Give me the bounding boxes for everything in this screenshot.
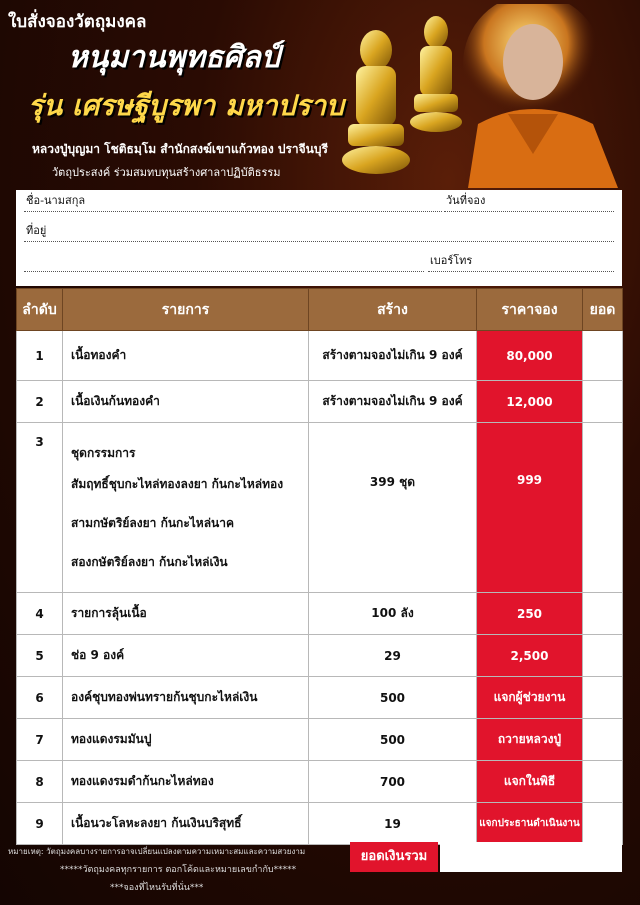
table-row [17, 331, 623, 381]
top-label: ใบสั่งจองวัตถุมงคล [8, 12, 147, 32]
table-row [17, 635, 623, 677]
table-header-row [17, 289, 623, 331]
table-row [17, 423, 623, 593]
row-item: องค์ชุบทองพ่นทรายก้นชุบกะไหล่เงิน [63, 677, 309, 719]
row-item-line: ชุดกรรมการ [71, 445, 136, 460]
row-qty-input[interactable] [583, 635, 623, 677]
subtitle-purpose: วัตถุประสงค์ ร่วมสมทบทุนสร้างศาลาปฏิบัติธรรม [52, 166, 281, 179]
row-index: 1 [17, 331, 63, 381]
row-price: 12,000 [477, 381, 583, 423]
row-index: 7 [17, 719, 63, 761]
row-qty-input[interactable] [583, 803, 623, 845]
header-price: ราคาจอง [477, 289, 583, 331]
row-amount: 700 [309, 761, 477, 803]
footer-note-2: *****วัตถุมงคลทุกรายการ ตอกโค้ดและหมายเลขกำกับ***** [60, 865, 297, 875]
row-index: 3 [17, 423, 63, 593]
row-item-line: สองกษัตริย์ลงยา ก้นกะไหล่เงิน [71, 554, 228, 569]
title-line2: รุ่น เศรษฐีบูรพา มหาปราบ [28, 89, 344, 122]
row-qty-input[interactable] [583, 423, 623, 593]
table-row [17, 719, 623, 761]
title-line1: หนุมานพุทธศิลป์ [68, 40, 280, 75]
total-input[interactable] [440, 842, 622, 872]
row-qty-input[interactable] [583, 381, 623, 423]
name-label: ชื่อ-นามสกุล [24, 191, 87, 209]
row-item: เนื้อเงินก้นทองคำ [63, 381, 309, 423]
name-field[interactable] [24, 196, 442, 212]
row-item-line: สัมฤทธิ์ชุบกะไหล่ทองลงยา ก้นกะไหล่ทอง [71, 476, 284, 491]
header-qty: ยอด [583, 289, 623, 331]
address-label: ที่อยู่ [24, 221, 48, 239]
table-row [17, 593, 623, 635]
row-price: แจกผู้ช่วยงาน [477, 677, 583, 719]
row-item-line: สามกษัตริย์ลงยา ก้นกะไหล่นาค [71, 515, 235, 530]
row-qty-input[interactable] [583, 677, 623, 719]
date-label: วันที่จอง [444, 191, 487, 209]
row-price: 999 [477, 423, 583, 593]
row-index: 2 [17, 381, 63, 423]
row-index: 5 [17, 635, 63, 677]
header [0, 0, 640, 188]
row-index: 9 [17, 803, 63, 845]
row-item: ทองแดงรมดำก้นกะไหล่ทอง [63, 761, 309, 803]
row-item: ช่อ 9 องค์ [63, 635, 309, 677]
table-row [17, 803, 623, 845]
row-amount: 19 [309, 803, 477, 845]
row-item: ทองแดงรมมันปู [63, 719, 309, 761]
row-qty-input[interactable] [583, 761, 623, 803]
row-amount: 399 ชุด [309, 423, 477, 593]
row-amount: 100 ลัง [309, 593, 477, 635]
row-price: แจกในพิธี [477, 761, 583, 803]
amulet-image-1 [340, 26, 412, 176]
row-item-multiline [63, 423, 309, 593]
header-item: รายการ [63, 289, 309, 331]
row-amount: สร้างตามจองไม่เกิน 9 องค์ [309, 381, 477, 423]
table-row [17, 761, 623, 803]
phone-label: เบอร์โทร [428, 251, 474, 269]
monk-portrait [448, 4, 638, 188]
subtitle-temple: หลวงปู่บุญมา โชติธมฺโม สำนักสงฆ์เขาแก้วทอง ปราจีนบุรี [32, 142, 328, 156]
row-price: 250 [477, 593, 583, 635]
phone-field[interactable] [428, 256, 614, 272]
footer-note-1: หมายเหตุ: วัตถุมงคลบางรายการอาจเปลี่ยนแปลงตามความเหมาะสมและความสวยงาม [8, 847, 306, 856]
row-index: 6 [17, 677, 63, 719]
row-price: แจกประธานดำเนินงาน [477, 803, 583, 845]
order-form [16, 190, 622, 286]
row-price: ถวายหลวงปู่ [477, 719, 583, 761]
row-amount: 29 [309, 635, 477, 677]
header-index: ลำดับ [17, 289, 63, 331]
row-amount: 500 [309, 677, 477, 719]
row-index: 8 [17, 761, 63, 803]
row-amount: 500 [309, 719, 477, 761]
row-qty-input[interactable] [583, 331, 623, 381]
row-price: 2,500 [477, 635, 583, 677]
row-qty-input[interactable] [583, 593, 623, 635]
price-table [16, 288, 623, 845]
row-item: เนื้อนวะโลหะลงยา ก้นเงินบริสุทธิ์ [63, 803, 309, 845]
address-field-2[interactable] [24, 256, 424, 272]
row-item: รายการลุ้นเนื้อ [63, 593, 309, 635]
address-field[interactable] [24, 226, 614, 242]
row-qty-input[interactable] [583, 719, 623, 761]
header-amount: สร้าง [309, 289, 477, 331]
total-label: ยอดเงินรวม [350, 842, 438, 872]
table-row [17, 677, 623, 719]
row-price: 80,000 [477, 331, 583, 381]
row-item: เนื้อทองคำ [63, 331, 309, 381]
date-field[interactable] [444, 196, 614, 212]
table-row [17, 381, 623, 423]
row-index: 4 [17, 593, 63, 635]
row-amount: สร้างตามจองไม่เกิน 9 องค์ [309, 331, 477, 381]
footer-note-3: ***จองที่ไหนรับที่นั่น*** [110, 883, 204, 893]
